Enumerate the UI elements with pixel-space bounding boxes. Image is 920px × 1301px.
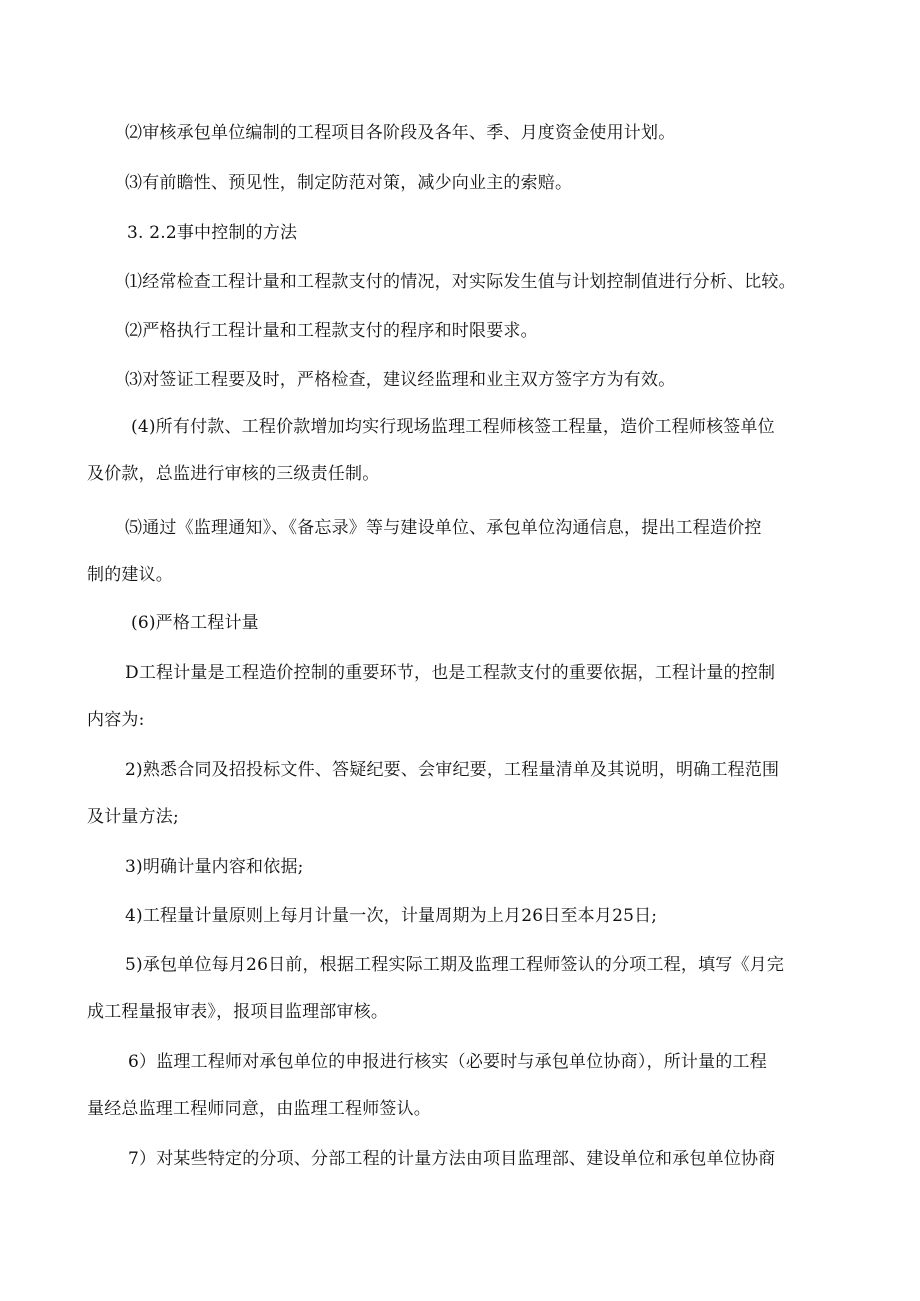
paragraph-line-continued: 及价款，总监进行审核的三级责任制。 xyxy=(87,464,380,484)
paragraph-line-continued: 及计量方法; xyxy=(87,807,179,827)
paragraph-line: ⑶对签证工程要及时，严格检查，建议经监理和业主双方签字方为有效。 xyxy=(125,370,676,390)
paragraph-line: 7）对某些特定的分项、分部工程的计量方法由项目监理部、建设单位和承包单位协商 xyxy=(128,1149,776,1169)
paragraph-line-continued: 量经总监理工程师同意，由监理工程师签认。 xyxy=(87,1099,431,1119)
paragraph-line-continued: 制的建议。 xyxy=(87,565,173,585)
paragraph-line-continued: 成工程量报审表》，报项目监理部审核。 xyxy=(87,1002,389,1022)
paragraph-line: ⑵审核承包单位编制的工程项目各阶段及各年、季、月度资金使用计划。 xyxy=(125,123,676,143)
paragraph-line: D工程计量是工程造价控制的重要环节，也是工程款支付的重要依据，工程计量的控制 xyxy=(125,663,776,683)
paragraph-line: 4)工程量计量原则上每月计量一次，计量周期为上月26日至本月25日; xyxy=(125,906,658,926)
paragraph-line: ⑶有前瞻性、预见性，制定防范对策，减少向业主的索赔。 xyxy=(125,173,573,193)
paragraph-line: 5)承包单位每月26日前，根据工程实际工期及监理工程师签认的分项工程，填写《月完 xyxy=(125,955,785,975)
paragraph-line: 2)熟悉合同及招投标文件、答疑纪要、会审纪要，工程量清单及其说明，明确工程范围 xyxy=(125,760,780,780)
paragraph-line: 6）监理工程师对承包单位的申报进行核实（必要时与承包单位协商），所计量的工程 xyxy=(128,1052,767,1072)
paragraph-line: ⑴经常检查工程计量和工程款支付的情况，对实际发生值与计划控制值进行分析、比较。 xyxy=(125,272,796,292)
section-heading: 3. 2.2事中控制的方法 xyxy=(127,223,298,243)
paragraph-line: 3)明确计量内容和依据; xyxy=(125,857,304,877)
paragraph-line: ⑸通过《监理通知》、《备忘录》等与建设单位、承包单位沟通信息，提出工程造价控 xyxy=(125,518,762,538)
paragraph-line-continued: 内容为: xyxy=(87,710,145,730)
paragraph-line: (4)所有付款、工程价款增加均实行现场监理工程师核签工程量，造价工程师核签单位 xyxy=(131,417,775,437)
subsection-heading: (6)严格工程计量 xyxy=(131,613,259,633)
paragraph-line: ⑵严格执行工程计量和工程款支付的程序和时限要求。 xyxy=(125,321,538,341)
